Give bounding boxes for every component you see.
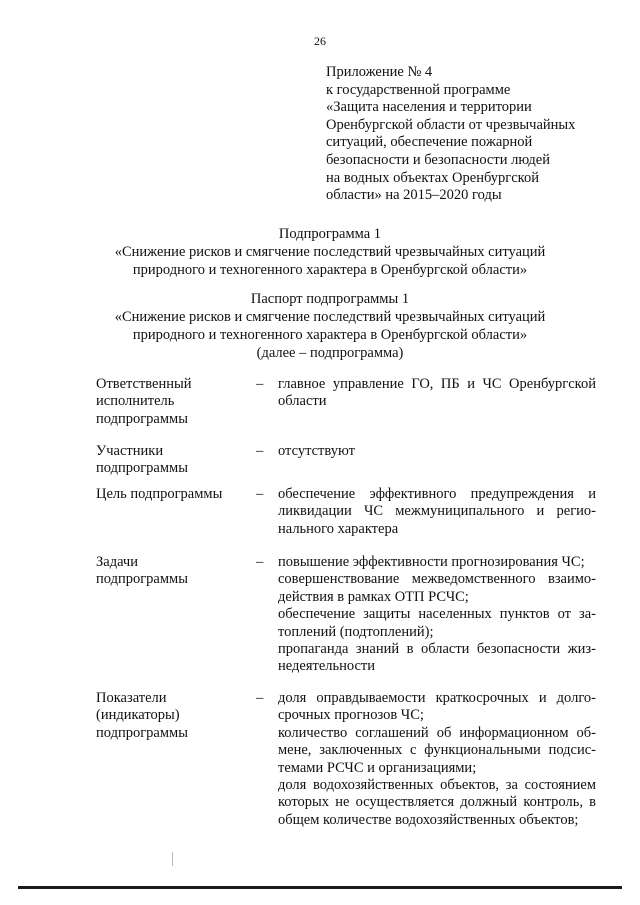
appendix-note	[326, 64, 616, 205]
row-value-line: повышение эффективности прогнозирования ЧС;	[278, 554, 585, 570]
row-value	[278, 554, 596, 676]
subprogram-heading-line: Подпрограмма 1	[278, 226, 382, 242]
appendix-line: Приложение № 4	[326, 64, 433, 80]
row-value	[278, 443, 596, 460]
appendix-line: безопасности и безопасности людей	[326, 151, 550, 168]
row-value-line: нального характера	[278, 520, 399, 537]
row-value-line: доля оправдываемости краткосрочных и долго-	[278, 690, 596, 706]
row-value-line: мене, заключенных с функциональными подсис-	[278, 742, 596, 759]
row-value-line: топлений (подтоплений);	[278, 623, 434, 640]
row-label-line: Ответственный	[96, 376, 192, 392]
subprogram-heading-line: «Снижение рисков и смягчение последствий чрезвычайных ситуаций	[114, 244, 546, 260]
row-label-line: (индикаторы)	[96, 707, 180, 724]
row-value-line: темами РСЧС и организациями;	[278, 759, 477, 776]
row-dash: –	[256, 554, 264, 570]
row-label	[96, 486, 246, 503]
row-value-line: обеспечение защиты населенных пунктов от за-	[278, 606, 596, 623]
row-label-line: подпрограммы	[96, 410, 188, 427]
row-label-line: Участники	[96, 443, 164, 459]
row-value-line: срочных прогнозов ЧС;	[278, 707, 424, 724]
row-label-line: подпрограммы	[96, 460, 188, 477]
page-number: 26	[314, 34, 326, 48]
appendix-line: области» на 2015–2020 годы	[326, 187, 502, 204]
row-value-line: отсутствуют	[278, 443, 355, 459]
row-value-line: пропаганда знаний в области безопасности жиз-	[278, 641, 596, 658]
row-label-line: Показатели	[96, 690, 167, 706]
row-label-line: исполнитель	[96, 393, 175, 410]
row-label	[96, 443, 246, 478]
row-value-line: обеспечение эффективного предупреждения и	[278, 486, 596, 502]
row-label	[96, 690, 246, 742]
row-label	[96, 554, 246, 589]
row-label-line: Цель подпрограммы	[96, 486, 223, 502]
passport-heading-line: Паспорт подпрограммы 1	[250, 291, 410, 307]
appendix-line: к государственной программе	[326, 81, 511, 98]
bottom-rule	[18, 886, 622, 889]
passport-heading-line: «Снижение рисков и смягчение последствий чрезвычайных ситуаций	[114, 309, 546, 325]
row-label-line: Задачи	[96, 554, 138, 570]
row-value	[278, 376, 596, 411]
passport-heading-line: (далее – подпрограмма)	[256, 345, 404, 361]
row-value-line: количество соглашений об информационном об-	[278, 724, 596, 741]
row-value-line: которых не осуществляется должный контроль, в	[278, 794, 596, 811]
row-label-line: подпрограммы	[96, 571, 188, 588]
appendix-line: Оренбургской области от чрезвычайных	[326, 116, 576, 133]
row-value-line: действия в рамках ОТП РСЧС;	[278, 588, 469, 605]
appendix-line: «Защита населения и территории	[326, 99, 532, 116]
row-dash: –	[256, 376, 264, 392]
row-value-line: ликвидации ЧС межмуниципального и регио-	[278, 503, 596, 520]
passport-heading-line: природного и техногенного характера в Оренбургской области»	[132, 327, 528, 343]
row-value-line: совершенствование межведомственного взаимо-	[278, 571, 596, 588]
row-dash: –	[256, 486, 264, 502]
passport-heading	[60, 290, 600, 362]
appendix-line: на водных объектах Оренбургской	[326, 169, 539, 186]
scan-artifact	[172, 852, 173, 866]
row-label	[96, 376, 246, 428]
subprogram-heading-line: природного и техногенного характера в Оренбургской области»	[132, 262, 528, 278]
row-value	[278, 690, 596, 829]
appendix-line: ситуаций, обеспечение пожарной	[326, 134, 533, 151]
row-value-line: доля водохозяйственных объектов, за состоянием	[278, 777, 596, 794]
row-value-line: главное управление ГО, ПБ и ЧС Оренбургской	[278, 376, 596, 392]
subprogram-heading	[60, 225, 600, 279]
row-value-line: области	[278, 393, 327, 410]
row-dash: –	[256, 443, 264, 459]
row-value	[278, 486, 596, 538]
row-label-line: подпрограммы	[96, 724, 188, 741]
row-value-line: общем количестве водохозяйственных объектов;	[278, 811, 579, 828]
row-value-line: недеятельности	[278, 658, 376, 675]
row-dash: –	[256, 690, 264, 706]
